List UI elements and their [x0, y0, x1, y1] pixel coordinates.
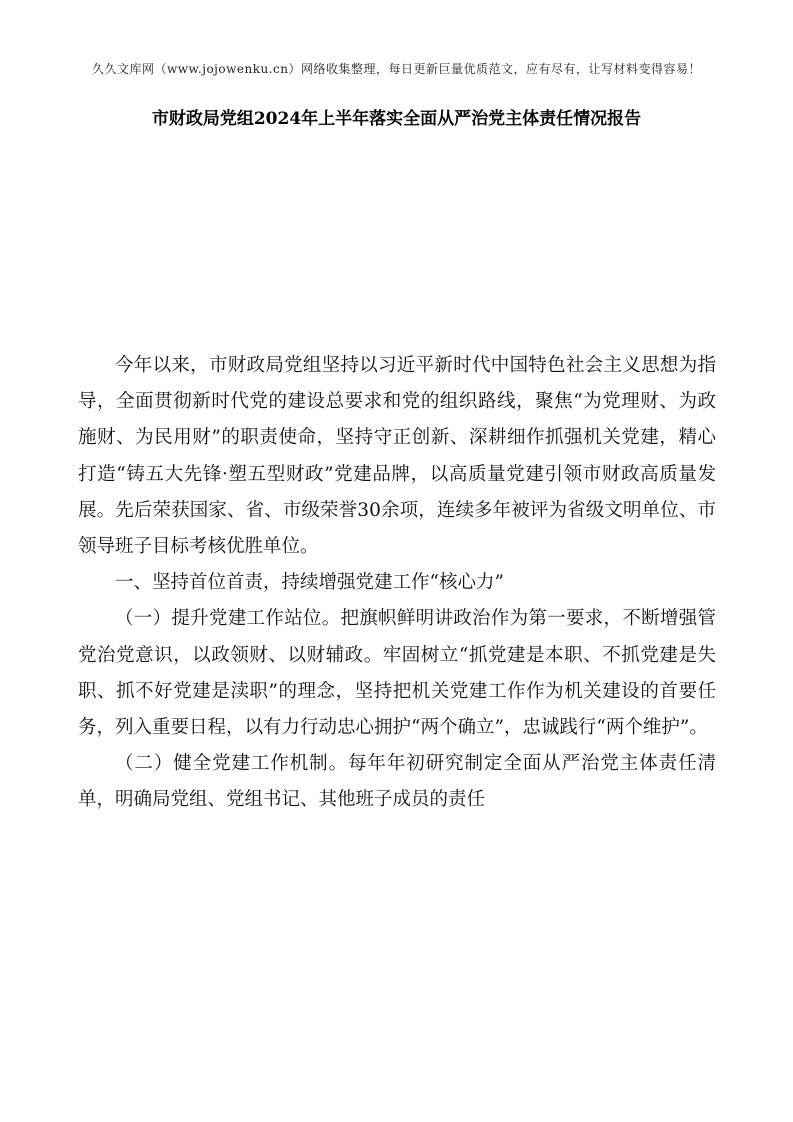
- section-heading-1: 一、坚持首位首责，持续增强党建工作“核心力”: [115, 572, 504, 594]
- header-note: 久久文库网（www.jojowenku.cn）网络收集整理，每日更新巨量优质范文，应有尽有，让写材料变得容易！: [92, 62, 701, 76]
- document-body: [78, 348, 716, 819]
- subsection-paragraph-1: （一）提升党建工作站位。把旗帜鲜明讲政治作为第一要求，不断增强管党治党意识，以政领财、以财辅政。牢固树立“抓党建是本职、不抓党建是失职、抓不好党建是渎职”的理念，坚持把机关党建工作作为机关建设的首要任务，列入重要日程，以有力行动忠心拥护“两个确立”，忠诚践行“两个维护”。: [78, 608, 716, 739]
- intro-paragraph: 今年以来，市财政局党组坚持以习近平新时代中国特色社会主义思想为指导，全面贯彻新时代党的建设总要求和党的组织路线，聚焦“为党理财、为政施财、为民用财”的职责使命，坚持守正创新、深耕细作抓强机关党建，精心打造“铸五大先锋·塑五型财政”党建品牌，以高质量党建引领市财政高质量发展。先后荣获国家、省、市级荣誉30余项，连续多年被评为省级文明单位、市领导班子目标考核优胜单位。: [78, 355, 716, 558]
- document-title: 市财政局党组2024年上半年落实全面从严治党主体责任情况报告: [151, 109, 642, 129]
- subsection-paragraph-2: （二）健全党建工作机制。每年年初研究制定全面从严治党主体责任清单，明确局党组、党组书记、其他班子成员的责任: [78, 753, 716, 811]
